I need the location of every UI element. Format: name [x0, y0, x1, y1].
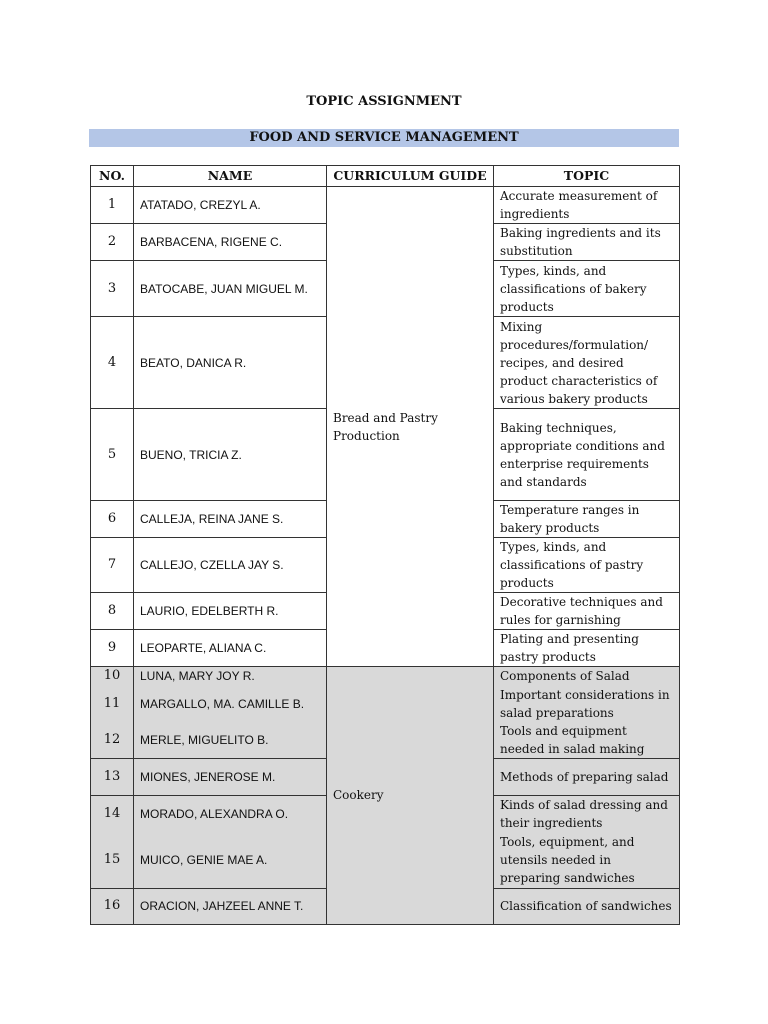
row-no: 10: [91, 667, 134, 686]
row-name: LEOPARTE, ALIANA C.: [134, 630, 327, 667]
row-name: LUNA, MARY JOY R.: [134, 667, 327, 686]
row-no: 16: [91, 888, 134, 924]
header-name: NAME: [134, 166, 327, 187]
section-subtitle: FOOD AND SERVICE MANAGEMENT: [89, 129, 679, 147]
topic-assignment-table: [90, 165, 680, 925]
row-name: BATOCABE, JUAN MIGUEL M.: [134, 261, 327, 317]
row-no: 4: [91, 317, 134, 409]
row-topic: Temperature ranges in bakery products: [494, 501, 680, 538]
row-name: LAURIO, EDELBERTH R.: [134, 593, 327, 630]
row-name: ATATADO, CREZYL A.: [134, 187, 327, 224]
row-no: 6: [91, 501, 134, 538]
row-topic: Kinds of salad dressing and their ingredients: [494, 796, 680, 833]
row-topic: Important considerations in salad preparations: [494, 685, 680, 722]
row-name: BEATO, DANICA R.: [134, 317, 327, 409]
row-topic: Mixing procedures/formulation/ recipes, and desired product characteristics of various bakery products: [494, 317, 680, 409]
row-no: 3: [91, 261, 134, 317]
row-topic: Baking ingredients and its substitution: [494, 224, 680, 261]
row-topic: Types, kinds, and classifications of bakery products: [494, 261, 680, 317]
curriculum-guide-cell: Bread and Pastry Production: [327, 187, 494, 667]
row-no: 1: [91, 187, 134, 224]
row-name: MORADO, ALEXANDRA O.: [134, 796, 327, 833]
row-no: 9: [91, 630, 134, 667]
row-no: 7: [91, 538, 134, 593]
row-name: CALLEJO, CZELLA JAY S.: [134, 538, 327, 593]
header-no: NO.: [91, 166, 134, 187]
row-topic: Tools, equipment, and utensils needed in preparing sandwiches: [494, 832, 680, 888]
table-row: [91, 187, 680, 224]
row-no: 15: [91, 832, 134, 888]
row-topic: Accurate measurement of ingredients: [494, 187, 680, 224]
row-name: BUENO, TRICIA Z.: [134, 409, 327, 501]
row-topic: Plating and presenting pastry products: [494, 630, 680, 667]
row-topic: Types, kinds, and classifications of pastry products: [494, 538, 680, 593]
row-name: MUICO, GENIE MAE A.: [134, 832, 327, 888]
row-name: BARBACENA, RIGENE C.: [134, 224, 327, 261]
table-row: [91, 667, 680, 686]
row-topic: Classification of sandwiches: [494, 888, 680, 924]
row-name: CALLEJA, REINA JANE S.: [134, 501, 327, 538]
row-topic: Components of Salad: [494, 667, 680, 686]
row-topic: Baking techniques, appropriate conditions and enterprise requirements and standards: [494, 409, 680, 501]
row-name: MARGALLO, MA. CAMILLE B.: [134, 685, 327, 722]
header-curriculum-guide: CURRICULUM GUIDE: [327, 166, 494, 187]
row-name: ORACION, JAHZEEL ANNE T.: [134, 888, 327, 924]
table-header-row: [91, 166, 680, 187]
row-name: MIONES, JENEROSE M.: [134, 759, 327, 796]
curriculum-guide-cell: Cookery: [327, 667, 494, 925]
row-no: 12: [91, 722, 134, 759]
row-name: MERLE, MIGUELITO B.: [134, 722, 327, 759]
row-no: 5: [91, 409, 134, 501]
row-topic: Methods of preparing salad: [494, 759, 680, 796]
row-no: 8: [91, 593, 134, 630]
header-topic: TOPIC: [494, 166, 680, 187]
row-no: 2: [91, 224, 134, 261]
document-title: TOPIC ASSIGNMENT: [306, 94, 462, 109]
row-no: 13: [91, 759, 134, 796]
row-no: 14: [91, 796, 134, 833]
row-topic: Decorative techniques and rules for garnishing: [494, 593, 680, 630]
row-topic: Tools and equipment needed in salad making: [494, 722, 680, 759]
row-no: 11: [91, 685, 134, 722]
